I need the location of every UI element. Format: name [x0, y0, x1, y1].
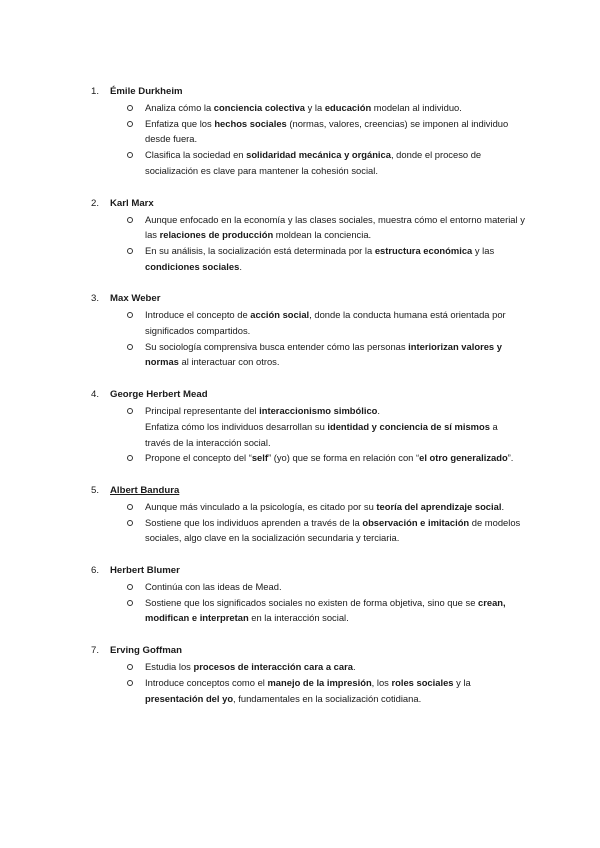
section-spacer — [0, 626, 600, 643]
hollow-circle-bullet-icon — [127, 217, 133, 223]
section-title: Herbert Blumer — [110, 565, 180, 577]
bullet-item — [91, 339, 531, 370]
bullet-text: Estudia los procesos de interacción cara a cara. — [145, 661, 356, 673]
bullet-text: Clasifica la sociedad en solidaridad mecánica y orgánica, donde el proceso de socialización es clave para mantener la cohesión social. — [145, 149, 482, 176]
section-spacer — [0, 179, 600, 196]
bold-term: interaccionismo simbólico — [259, 405, 378, 417]
bullet-list — [91, 403, 531, 466]
bold-term: teoría del aprendizaje social — [376, 500, 502, 512]
hollow-circle-bullet-icon — [127, 520, 133, 526]
hollow-circle-bullet-icon — [127, 344, 133, 350]
bullet-item — [91, 579, 531, 595]
bold-term: manejo de la impresión — [267, 676, 372, 688]
section-title: Erving Goffman — [110, 645, 182, 657]
bullet-text: Aunque más vinculado a la psicología, es citado por su teoría del aprendizaje social. — [145, 500, 505, 512]
section-item — [91, 387, 531, 466]
bullet-item — [91, 307, 531, 338]
hollow-circle-bullet-icon — [127, 312, 133, 318]
hollow-circle-bullet-icon — [127, 680, 133, 686]
bullet-item — [91, 675, 531, 706]
bullet-text: Aunque enfocado en la economía y las clases sociales, muestra cómo el entorno material y las relaciones de producción moldean la conciencia. — [145, 213, 525, 241]
bullet-text: Sostiene que los individuos aprenden a través de la observación e imitación de modelos sociales, algo clave en la socialización secundaria y terciaria. — [145, 516, 521, 544]
bullet-text: Enfatiza que los hechos sociales (normas, valores, creencias) se imponen al individuo desde fuera. — [145, 117, 509, 145]
section-number: 4. — [91, 389, 100, 401]
section-number: 1. — [91, 86, 100, 97]
bullet-item — [91, 450, 531, 466]
section-spacer — [0, 546, 600, 563]
bold-term: self — [251, 452, 268, 464]
section-item — [91, 196, 531, 275]
hollow-circle-bullet-icon — [127, 584, 133, 590]
bold-term: crean, modifican e interpretan — [145, 596, 506, 624]
section-spacer — [0, 466, 600, 483]
bullet-list — [91, 100, 531, 179]
bullet-item — [91, 659, 531, 675]
section-item — [91, 84, 531, 179]
section-number: 2. — [91, 197, 100, 209]
bold-term: relaciones de producción — [159, 229, 274, 241]
section-spacer — [0, 274, 600, 291]
bold-term: roles sociales — [391, 676, 454, 688]
bullet-item — [91, 595, 531, 626]
bold-term: el otro generalizado — [419, 452, 508, 464]
bullet-item — [91, 116, 531, 147]
section-heading — [91, 196, 531, 212]
bold-term: estructura económica — [374, 244, 473, 256]
hollow-circle-bullet-icon — [127, 600, 133, 606]
bullet-text: Principal representante del interaccionismo simbólico. Enfatiza cómo los individuos desarrollan su identidad y conciencia de sí mismos a través de la interacción social. — [145, 405, 498, 448]
bold-term: procesos de interacción cara a cara — [193, 661, 353, 673]
bold-term: hechos sociales — [214, 117, 287, 129]
section-number: 3. — [91, 293, 100, 305]
bullet-text: Introduce conceptos como el manejo de la impresión, los roles sociales y la presentación del yo, fundamentales en la socialización cotidiana. — [145, 676, 471, 704]
section-item — [91, 643, 531, 706]
section-heading — [91, 643, 531, 659]
section-title: Émile Durkheim — [110, 86, 183, 97]
bullet-item — [91, 212, 531, 243]
bullet-text: Su sociología comprensiva busca entender cómo las personas interiorizan valores y normas al interactuar con otros. — [145, 340, 502, 368]
bullet-text: Propone el concepto del “self” (yo) que se forma en relación con “el otro generalizado”. — [145, 452, 514, 464]
section-heading — [91, 387, 531, 403]
hollow-circle-bullet-icon — [127, 455, 133, 461]
section-item — [91, 483, 531, 546]
section-heading — [91, 483, 531, 499]
section-heading — [91, 84, 531, 100]
bold-term: acción social — [250, 309, 310, 321]
bold-term: presentación del yo — [145, 692, 234, 704]
bullet-text: Introduce el concepto de acción social, donde la conducta humana está orientada por significados compartidos. — [145, 309, 506, 337]
hollow-circle-bullet-icon — [127, 504, 133, 510]
section-title: George Herbert Mead — [110, 389, 208, 401]
section-title: Max Weber — [110, 293, 161, 305]
bold-term: observación e imitación — [362, 516, 470, 528]
bullet-item — [91, 100, 531, 116]
section-title: Albert Bandura — [110, 484, 180, 496]
bullet-list — [91, 499, 531, 546]
hollow-circle-bullet-icon — [127, 664, 133, 670]
hollow-circle-bullet-icon — [127, 121, 133, 127]
bullet-list — [91, 659, 531, 706]
section-item — [91, 563, 531, 626]
bullet-text: Analiza cómo la conciencia colectiva y la educación modelan al individuo. — [145, 102, 462, 113]
bullet-list — [91, 212, 531, 275]
bullet-list — [91, 307, 531, 370]
bold-term: identidad y conciencia de sí mismos — [327, 420, 490, 432]
section-number: 5. — [91, 484, 100, 496]
bullet-list — [91, 579, 531, 626]
bullet-item — [91, 515, 531, 546]
section-spacer — [0, 370, 600, 387]
hollow-circle-bullet-icon — [127, 105, 133, 111]
bold-term: conciencia colectiva — [213, 102, 305, 113]
bold-term: interiorizan valores y normas — [145, 340, 502, 368]
bullet-item — [91, 403, 531, 450]
section-title: Karl Marx — [110, 197, 154, 209]
section-number: 6. — [91, 565, 100, 577]
section-number: 7. — [91, 645, 100, 657]
bullet-text: En su análisis, la socialización está determinada por la estructura económica y las condiciones sociales. — [145, 244, 495, 272]
bullet-text: Continúa con las ideas de Mead. — [145, 581, 282, 593]
bullet-text: Sostiene que los significados sociales no existen de forma objetiva, sino que se crean, modifican e interpretan en la interacción social. — [145, 596, 506, 624]
bullet-item — [91, 147, 531, 178]
hollow-circle-bullet-icon — [127, 152, 133, 158]
section-item — [91, 291, 531, 370]
section-heading — [91, 563, 531, 579]
section-heading — [91, 291, 531, 307]
document-content — [0, 84, 600, 706]
bold-term: educación — [324, 102, 372, 113]
hollow-circle-bullet-icon — [127, 248, 133, 254]
bold-term: solidaridad mecánica y orgánica — [246, 149, 391, 161]
bold-term: condiciones sociales — [145, 260, 240, 272]
hollow-circle-bullet-icon — [127, 408, 133, 414]
bullet-item — [91, 499, 531, 515]
bullet-item — [91, 243, 531, 274]
